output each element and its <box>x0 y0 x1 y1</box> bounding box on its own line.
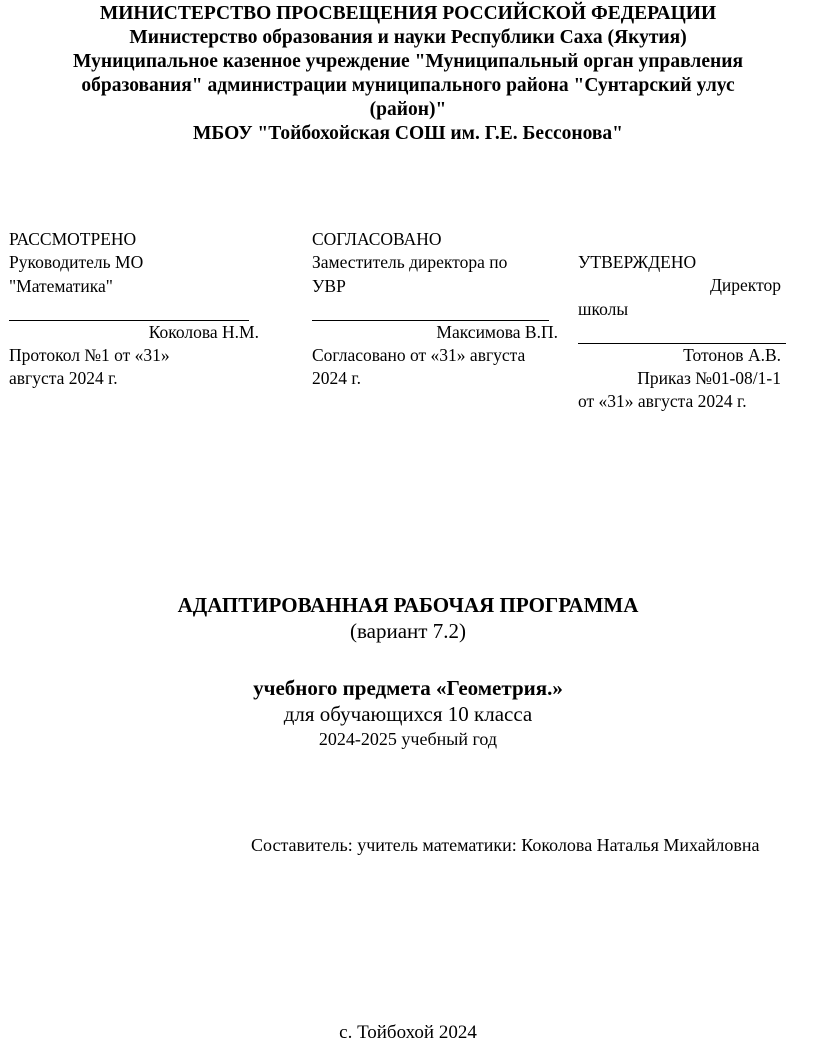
academic-year: 2024-2025 учебный год <box>318 729 498 749</box>
agreed-signature-line <box>312 298 549 321</box>
document-header <box>30 2 786 146</box>
program-variant: (вариант 7.2) <box>350 619 466 643</box>
subject-name: учебного предмета «Геометрия.» <box>253 676 563 700</box>
approved-order-date: от «31» августа 2024 г. <box>578 391 747 412</box>
agreed-date-year: 2024 г. <box>312 368 361 389</box>
agreed-block <box>312 228 558 391</box>
municipal-institution-line1: Муниципальное казенное учреждение "Муниципальный орган управления <box>72 51 744 72</box>
regional-ministry: Министерство образования и науки Республики Саха (Якутия) <box>129 27 687 48</box>
approved-block <box>578 251 781 414</box>
school-name: МБОУ "Тойбохойская СОШ им. Г.Е. Бессонова" <box>193 123 623 144</box>
approved-role-school: школы <box>578 298 629 319</box>
approved-order: Приказ №01-08/1-1 <box>637 368 781 389</box>
municipal-institution-line2: образования" администрации муниципального района "Сунтарский улус <box>81 75 735 96</box>
agreed-title: СОГЛАСОВАНО <box>312 229 442 249</box>
city-and-year: с. Тойбохой 2024 <box>339 1022 477 1043</box>
ministry-title: МИНИСТЕРСТВО ПРОСВЕЩЕНИЯ РОССИЙСКОЙ ФЕДЕРАЦИИ <box>99 3 717 24</box>
reviewed-protocol: Протокол №1 от «31» <box>9 345 170 366</box>
agreed-date: Согласовано от «31» августа <box>312 345 526 366</box>
approved-title: УТВЕРЖДЕНО <box>578 252 697 272</box>
agreed-signatory: Максимова В.П. <box>436 321 558 342</box>
composer-line: Составитель: учитель математики: Коколова Наталья Михайловна <box>251 835 760 855</box>
program-title: АДАПТИРОВАННАЯ РАБОЧАЯ ПРОГРАММА <box>177 593 639 617</box>
approved-role: Директор <box>709 275 781 296</box>
agreed-role: Заместитель директора по <box>312 252 508 273</box>
subject-block <box>0 675 816 751</box>
agreed-role-department: УВР <box>312 275 346 296</box>
reviewed-block <box>9 228 259 391</box>
municipal-institution-line3: (район)" <box>369 99 447 120</box>
reviewed-protocol-date: августа 2024 г. <box>9 368 118 389</box>
approved-signatory: Тотонов А.В. <box>683 344 781 365</box>
approved-signature-line <box>578 321 786 344</box>
reviewed-signature-line <box>9 298 249 321</box>
reviewed-role-group: "Математика" <box>9 275 113 296</box>
target-audience: для обучающихся 10 класса <box>283 702 533 726</box>
program-title-block <box>0 592 816 644</box>
reviewed-title: РАССМОТРЕНО <box>9 229 137 249</box>
reviewed-role: Руководитель МО <box>9 252 144 273</box>
reviewed-signatory: Коколова Н.М. <box>148 321 259 342</box>
